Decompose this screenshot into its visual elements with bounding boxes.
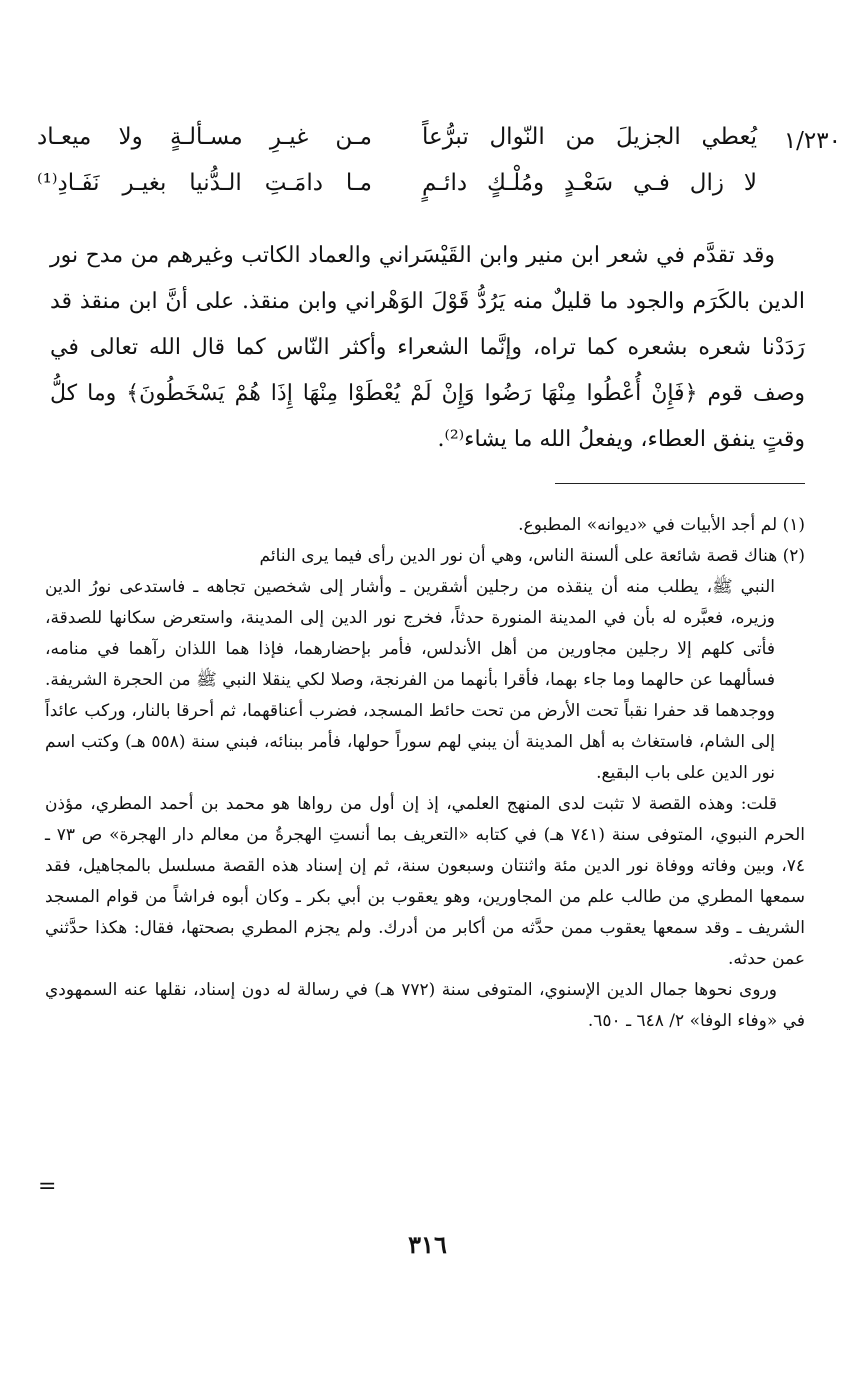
footnotes — [45, 510, 805, 1037]
continuation-mark: = — [38, 1174, 57, 1199]
footnote-1: (١) لم أجد الأبيات في «ديوانه» المطبوع. — [518, 515, 805, 535]
footnote-separator — [555, 483, 805, 484]
volume-page-reference: ١/٢٣٠ — [783, 128, 841, 154]
footnote-2-comment: قلت: وهذه القصة لا تثبت لدى المنهج العلمي، إذ إن أول من رواها هو محمد بن أحمد المطري، مؤذن الحرم النبوي، المتوفى سنة (٧٤١ هـ) في كتابه «التعريف بما أنستِ الهجرةُ من معالم دار الهجرة» ص ٧٣ ـ ٧٤، وبين وفاته ووفاة نور الدين مئة واثنتان وسبعون سنة، ثم إن إسناد هذه القصة مسلسل بالمجاهيل، فقد سمعها المطري من طالب علم من المجاورين، وهو يعقوب بن أبي بكر ـ وكان أبوه فراشاً من قوام المسجد الشريف ـ وقد سمعها يعقوب ممن حدَّثه من أكابر من أدرك. ولم يجزم المطري بصحتها، فقال: هكذا حدَّثني عمن حدثه. — [45, 794, 805, 969]
verse-line-2-first-hemistich: لا زال فـي سَعْـدٍ ومُلْـكٍ دائـمٍ — [422, 170, 757, 196]
main-text — [50, 233, 805, 463]
verse-line-1-second-hemistich: مـن غيـرِ مسـألـةٍ ولا ميعـاد — [37, 124, 372, 150]
main-paragraph: وقد تقدَّم في شعر ابن منير وابن القَيْسَراني والعماد الكاتب وغيرهم من مدح نور الدين بالكَرَم والجود ما قليلٌ منه يَرُدُّ قَوْلَ الوَهْراني وابن منقذ. على أنَّ ابن منقذ قد رَدَدْنا شعره بشعره كما تراه، وإنَّما الشعراء وأكثر النّاس كما قال الله تعالى في وصف قوم ﴿فَإِنْ أُعْطُوا مِنْهَا رَضُوا وَإِنْ لَمْ يُعْطَوْا مِنْهَا إِذَا هُمْ يَسْخَطُونَ﴾ وما كلُّ وقتٍ ينفق العطاء، ويفعلُ الله ما يشاء⁽²⁾. — [50, 243, 805, 452]
verse-line-1-first-hemistich: يُعطي الجزيلَ من النّوال تبرُّعاً — [422, 124, 757, 150]
page-number: ٣١٦ — [408, 1230, 447, 1259]
verse-line-2 — [37, 170, 757, 210]
verse-line-2-second-hemistich: مـا دامَـتِ الـدُّنيا بغيـر نَفَـادِ⁽¹⁾ — [37, 170, 372, 196]
footnote-2-head: (٢) هناك قصة شائعة على ألسنة الناس، وهي أن نور الدين رأى فيما يرى النائم — [259, 546, 805, 566]
verse-line-1 — [37, 124, 757, 164]
footnote-2-body: النبي ﷺ، يطلب منه أن ينقذه من رجلين أشقرين ـ وأشار إلى شخصين تجاهه ـ فاستدعى نورُ الدين وزيره، فعبَّره له بأن في المدينة المنورة حدثاً، فخرج نور الدين إلى المدينة، واستعرض سكانها للصدقة، فأتى كلهم إلا رجلين مجاورين من أهل الأندلس، فأمر بإحضارهما، فإذا هما اللذان رآهما في منامه، فسألهما عن حالهما وما جاء بهما، فأقرا بأنهما من الفرنجة، وصلا لكي ينقلا النبي ﷺ من الحجرة الشريفة. ووجدهما قد حفرا نقباً تحت الأرض من تحت حائط المسجد، فضرب أعناقهما، ثم أحرقا بالنار، وركب عائداً إلى الشام، فاستغاث به أهل المدينة أن يبني لهم سوراً حولها، فأمر ببنائه، فبني سنة (٥٥٨ هـ) وكتب اسم نور الدين على باب البقيع. — [45, 577, 775, 783]
footnote-2-additional: وروى نحوها جمال الدين الإسنوي، المتوفى سنة (٧٧٢ هـ) في رسالة له دون إسناد، نقلها عنه السمهودي في «وفاء الوفا» ٢/ ٦٤٨ ـ ٦٥٠. — [45, 980, 805, 1031]
